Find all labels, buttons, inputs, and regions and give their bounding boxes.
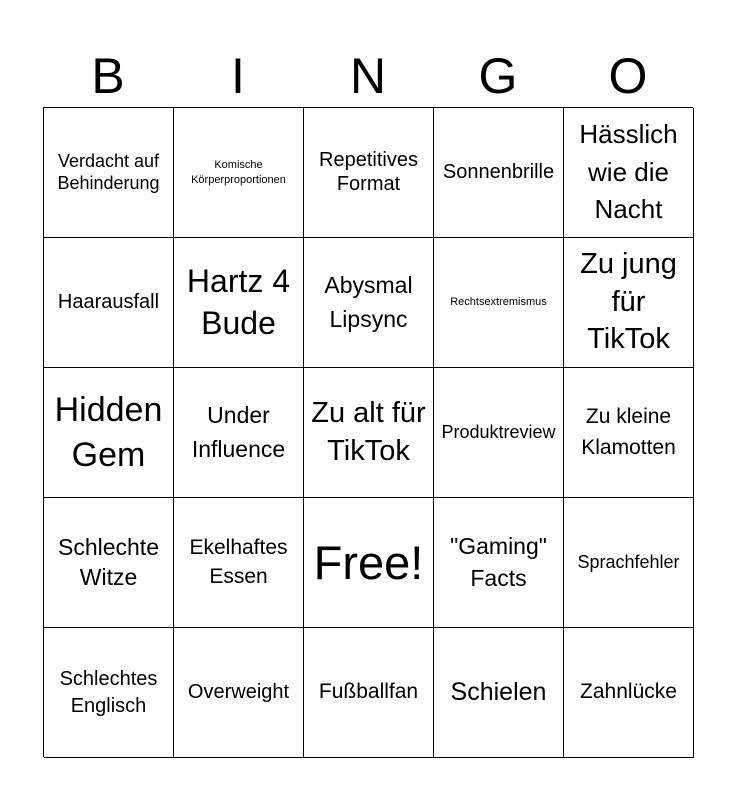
header-letter-o: O xyxy=(608,48,648,104)
bingo-cell[interactable]: Schielen xyxy=(434,628,564,758)
bingo-cell[interactable]: Ekelhaftes Essen xyxy=(174,498,304,628)
bingo-cell[interactable]: Hässlich wie die Nacht xyxy=(564,108,694,238)
header-letter-b: B xyxy=(91,48,125,104)
bingo-cell[interactable]: Sonnenbrille xyxy=(434,108,564,238)
bingo-cell-free[interactable]: Free! xyxy=(304,498,434,628)
bingo-cell[interactable]: Sprachfehler xyxy=(564,498,694,628)
bingo-cell[interactable]: Schlechtes Englisch xyxy=(44,628,174,758)
bingo-cell[interactable]: Fußballfan xyxy=(304,628,434,758)
bingo-cell[interactable]: Produktreview xyxy=(434,368,564,498)
bingo-cell[interactable]: Repetitives Format xyxy=(304,108,434,238)
bingo-cell[interactable]: Zu kleine Klamotten xyxy=(564,368,694,498)
bingo-cell[interactable]: Hidden Gem xyxy=(44,368,174,498)
header-letter-n: N xyxy=(349,48,387,104)
bingo-cell[interactable]: Haarausfall xyxy=(44,238,174,368)
bingo-cell[interactable]: Zu jung für TikTok xyxy=(564,238,694,368)
bingo-cell[interactable]: Hartz 4 Bude xyxy=(174,238,304,368)
bingo-cell[interactable]: Abysmal Lipsync xyxy=(304,238,434,368)
bingo-grid xyxy=(43,107,693,757)
bingo-cell[interactable]: Under Influence xyxy=(174,368,304,498)
bingo-cell[interactable]: Schlechte Witze xyxy=(44,498,174,628)
header-letter-g: G xyxy=(478,48,518,104)
bingo-cell[interactable]: Rechtsextremismus xyxy=(434,238,564,368)
bingo-cell[interactable]: Overweight xyxy=(174,628,304,758)
bingo-cell[interactable]: Zahnlücke xyxy=(564,628,694,758)
bingo-cell[interactable]: "Gaming" Facts xyxy=(434,498,564,628)
bingo-cell[interactable]: Komische Körperproportionen xyxy=(174,108,304,238)
bingo-header xyxy=(43,44,693,108)
bingo-cell[interactable]: Zu alt für TikTok xyxy=(304,368,434,498)
bingo-cell[interactable]: Verdacht auf Behinderung xyxy=(44,108,174,238)
header-letter-i: I xyxy=(231,48,245,104)
